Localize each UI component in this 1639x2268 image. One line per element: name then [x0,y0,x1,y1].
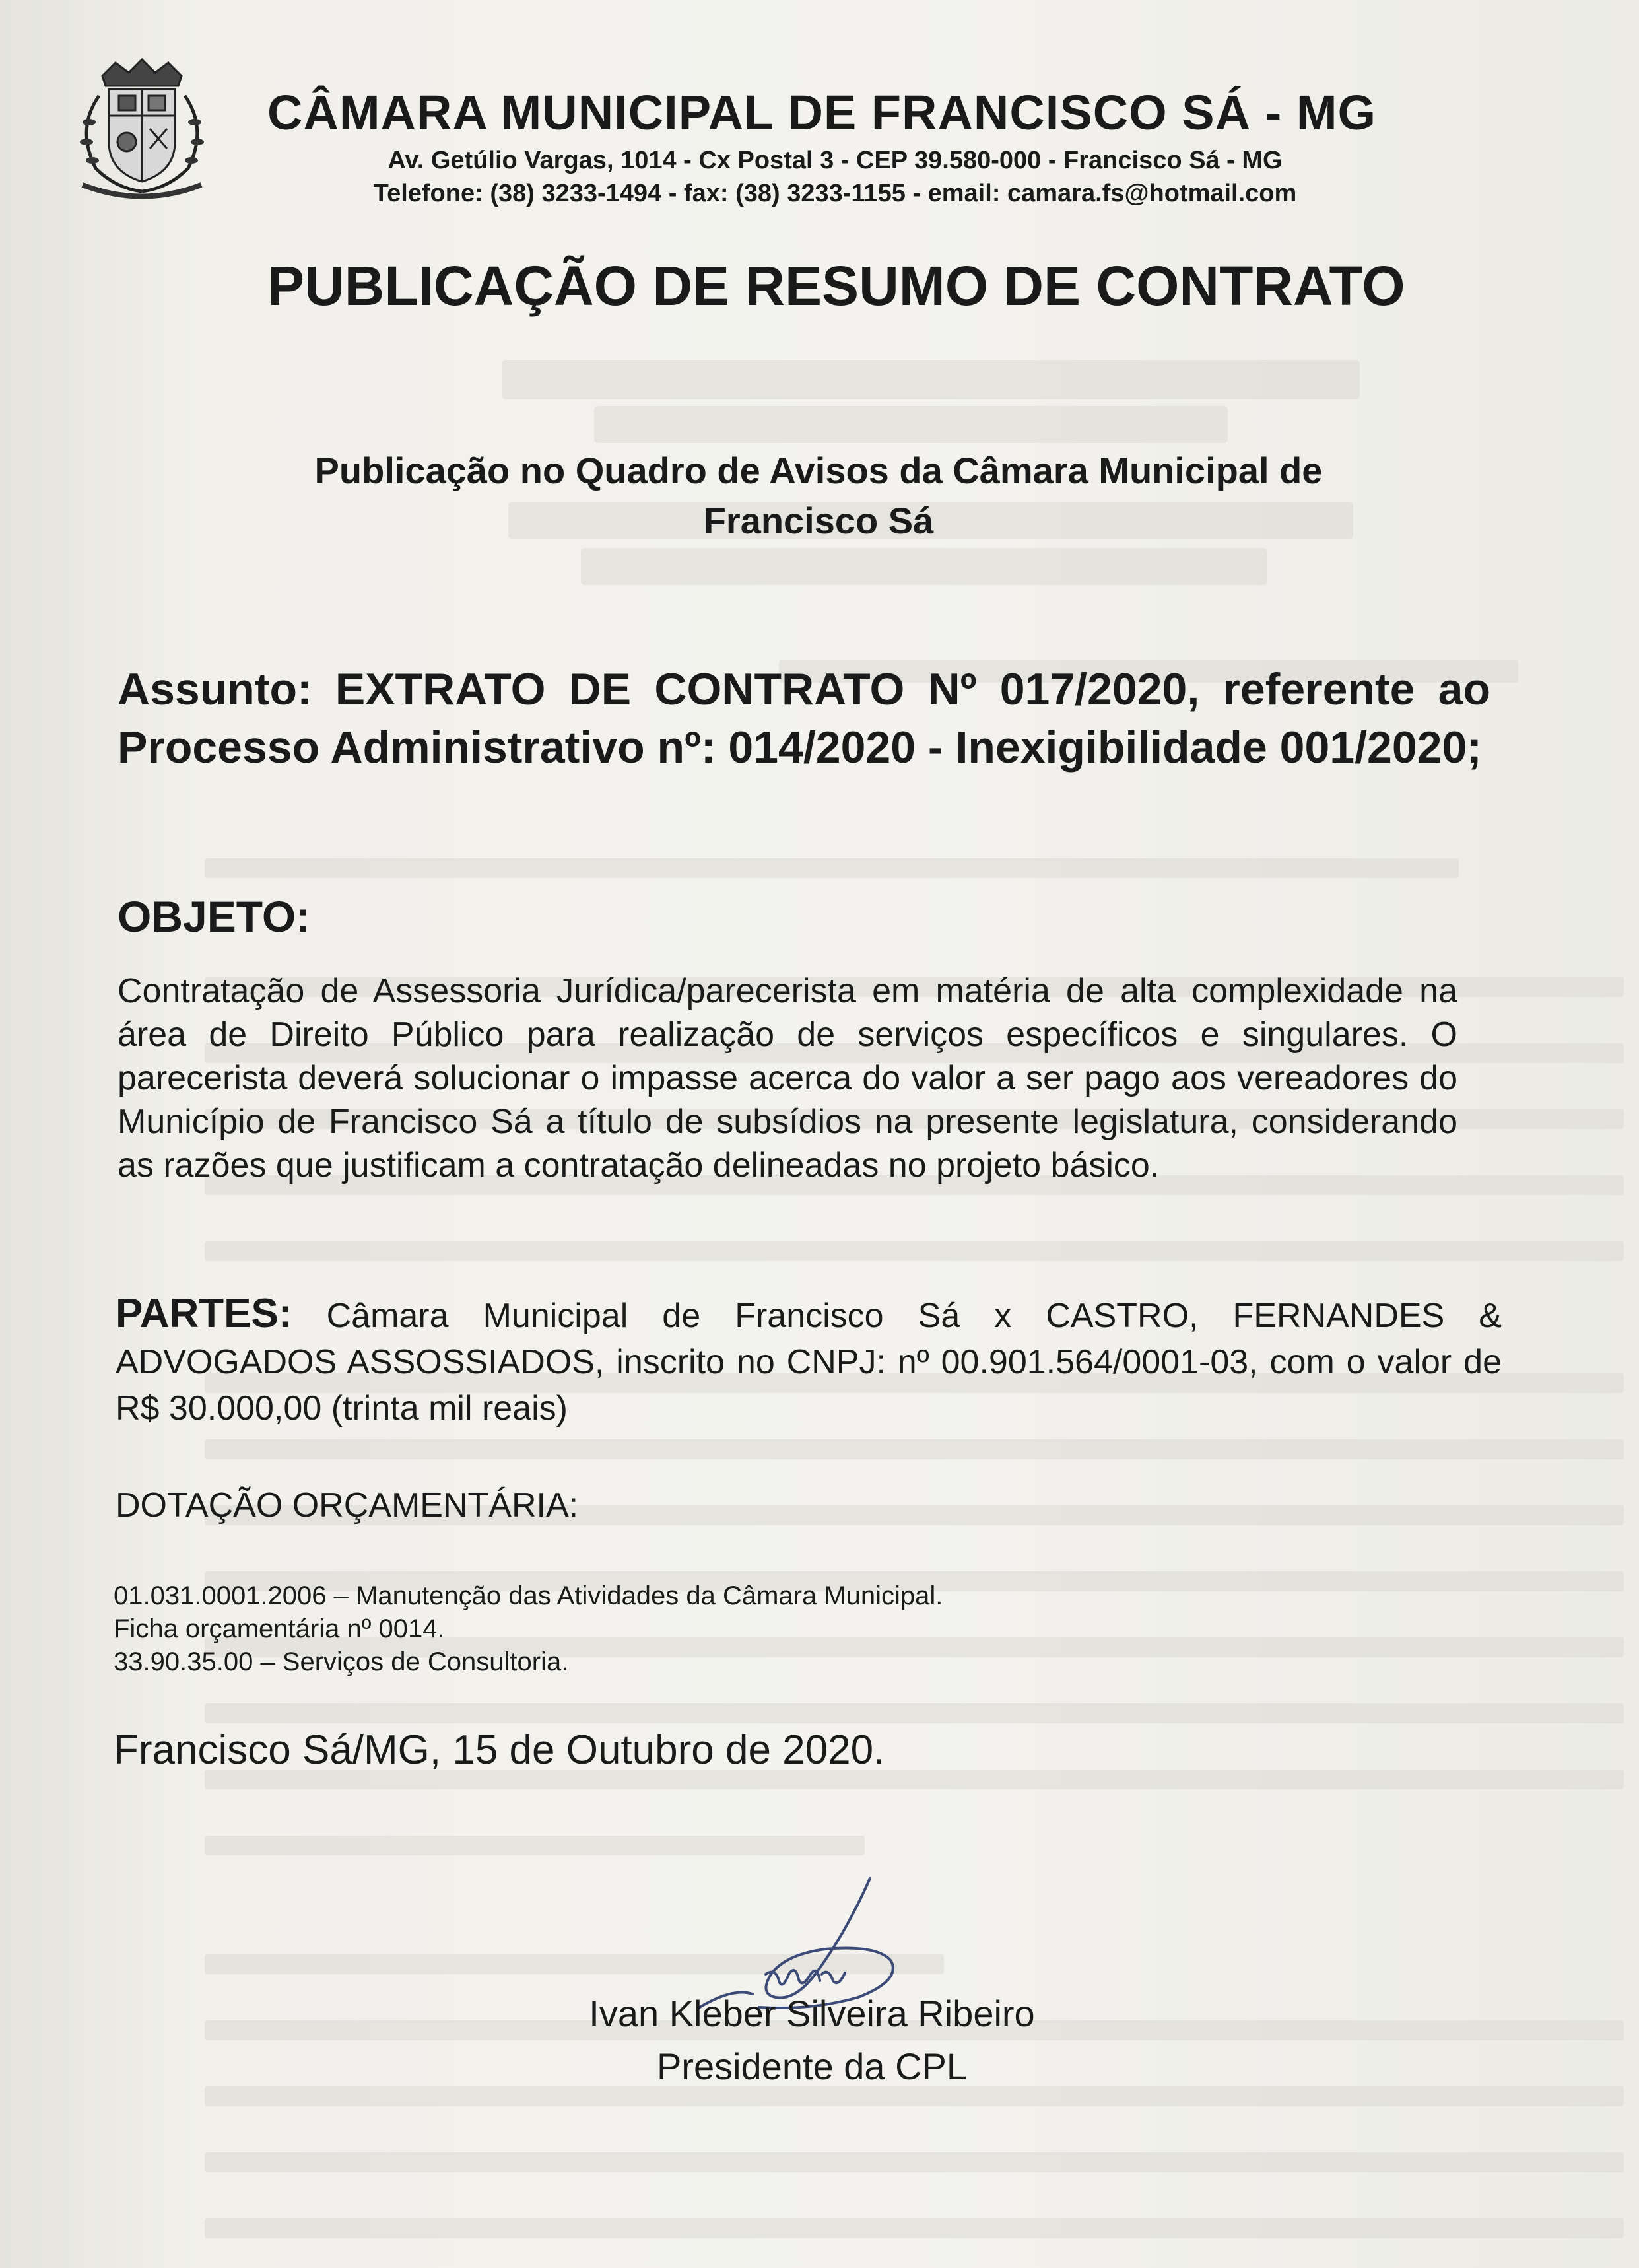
object-text: Contratação de Assessoria Jurídica/parecerista em matéria de alta complexidade na área de Direito Público para realização de serviços específicos e singulares. O parecerista deverá solucionar o impasse acerca do valor a ser pago aos vereadores do Município de Francisco Sá a título de subsídios na presente legislatura, considerando as razões que justificam a contratação delineadas no projeto básico. [117,972,1457,1185]
signer-block [541,1987,1083,2093]
budget-item: 33.90.35.00 – Serviços de Consultoria. [114,1647,569,1676]
budget-heading: DOTAÇÃO ORÇAMENTÁRIA: [116,1486,579,1525]
publication-line-1: Publicação no Quadro de Avisos da Câmara Municipal de [314,450,1323,491]
signer-name: Ivan Kleber Silveira Ribeiro [589,1993,1035,2034]
coat-of-arms-icon [63,50,221,201]
object-heading: OBJETO: [117,892,311,941]
subject-paragraph: Assunto: EXTRATO DE CONTRATO Nº 017/2020, referente ao Processo Administrativo nº: 014/2020 - Inexigibilidade 001/2020; [117,664,1490,773]
document-title: PUBLICAÇÃO DE RESUMO DE CONTRATO [267,255,1405,317]
publication-line-2: Francisco Sá [703,500,934,541]
signer-role: Presidente da CPL [656,2045,968,2087]
date-line: Francisco Sá/MG, 15 de Outubro de 2020. [114,1727,885,1773]
institution-contact: Telefone: (38) 3233-1494 - fax: (38) 3233-1155 - email: camara.fs@hotmail.com [373,180,1297,207]
budget-item: 01.031.0001.2006 – Manutenção das Atividades da Câmara Municipal. [114,1581,943,1610]
institution-name: CÂMARA MUNICIPAL DE FRANCISCO SÁ - MG [267,85,1377,140]
parties-text: Câmara Municipal de Francisco Sá x CASTRO, FERNANDES & ADVOGADOS ASSOSSIADOS, inscrito no CNPJ: nº 00.901.564/0001-03, com o valor de R$ 30.000,00 (trinta mil reais) [116,1297,1502,1427]
parties-paragraph [116,1291,1502,1431]
parties-label: PARTES: [116,1291,292,1336]
publication-notice [191,446,1446,546]
budget-item: Ficha orçamentária nº 0014. [114,1614,445,1643]
institution-address: Av. Getúlio Vargas, 1014 - Cx Postal 3 - CEP 39.580-000 - Francisco Sá - MG [387,147,1283,174]
